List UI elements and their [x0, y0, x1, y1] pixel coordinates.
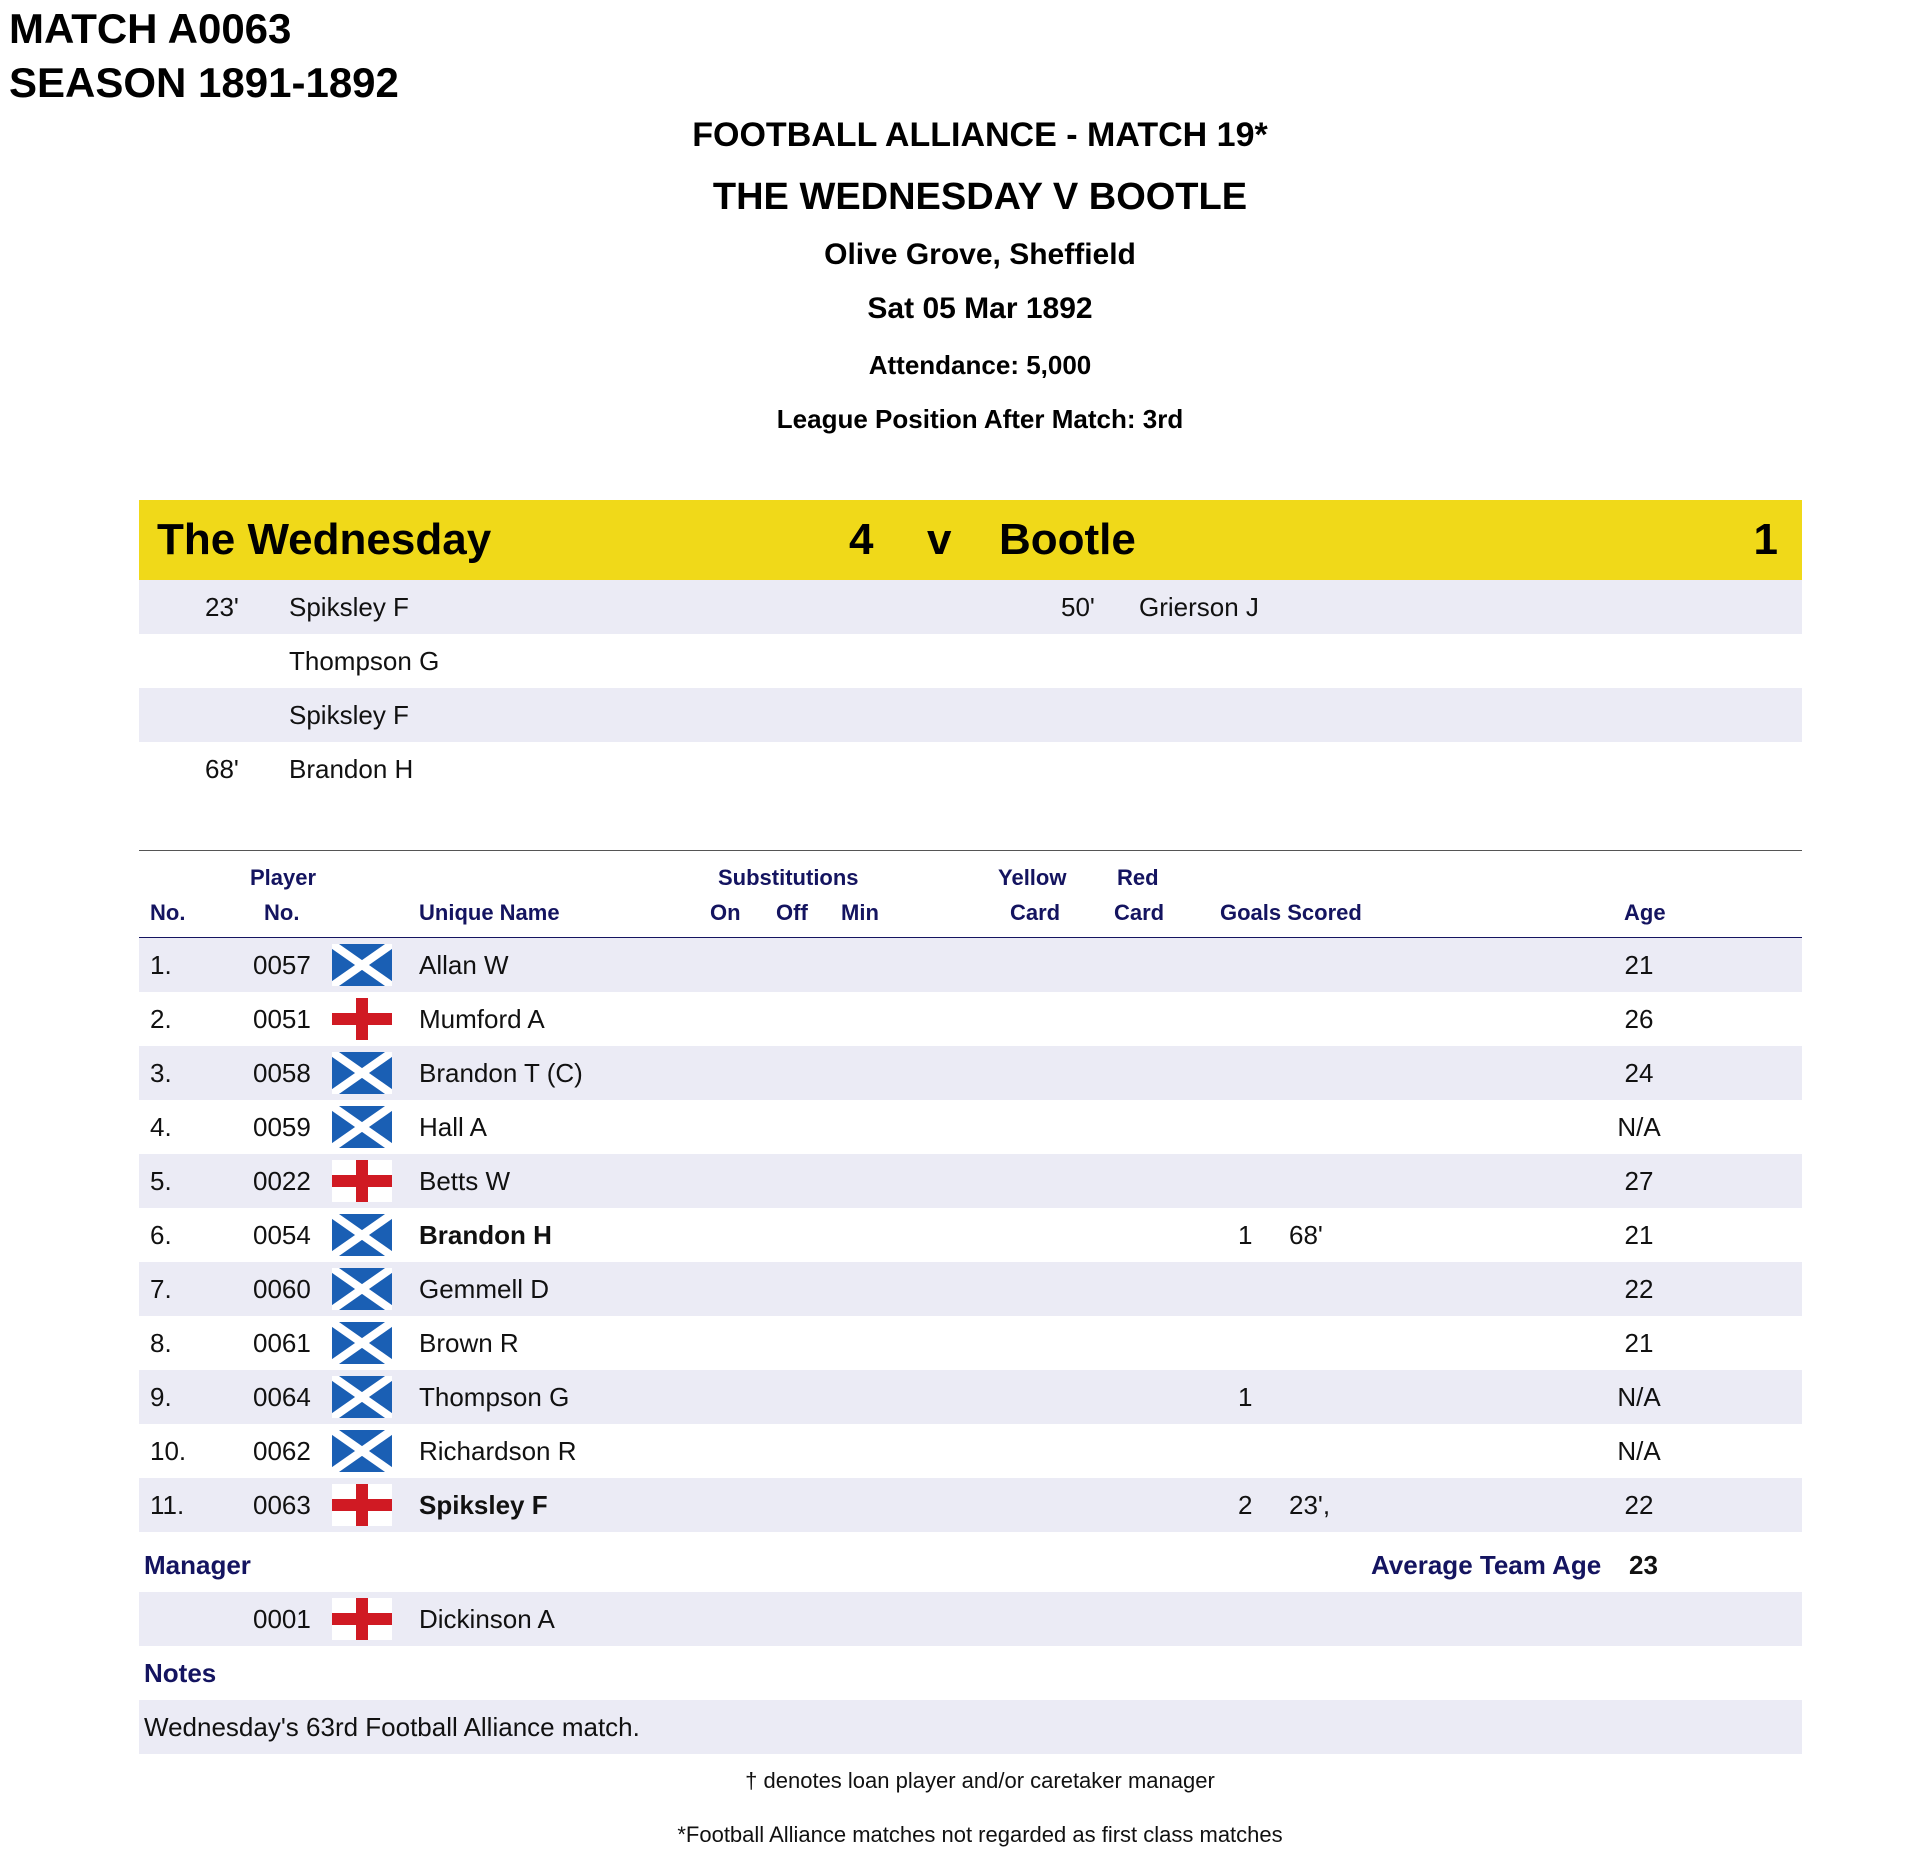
table-row — [139, 1154, 1802, 1208]
home-goals: 4 — [849, 515, 874, 564]
table-row — [139, 992, 1802, 1046]
scotland-flag-icon — [332, 1052, 392, 1094]
player-name: Brandon H — [419, 1220, 552, 1250]
player-age: N/A — [1617, 1382, 1661, 1412]
manager-player-no: 0001 — [253, 1604, 311, 1634]
season-label: SEASON 1891-1892 — [9, 59, 399, 106]
player-name: Hall A — [419, 1112, 487, 1142]
table-row — [139, 938, 1802, 992]
player-number: 1. — [150, 950, 172, 980]
player-number: 6. — [150, 1220, 172, 1250]
player-age: 22 — [1624, 1490, 1654, 1520]
player-id: 0022 — [253, 1166, 311, 1196]
header-age: Age — [1624, 900, 1666, 925]
scorer-row — [139, 688, 1802, 742]
player-number: 9. — [150, 1382, 172, 1412]
header-goals-scored: Goals Scored — [1220, 900, 1362, 925]
table-row — [139, 1208, 1802, 1262]
venue-label: Olive Grove, Sheffield — [824, 238, 1136, 271]
player-age: 22 — [1624, 1274, 1654, 1304]
table-row — [139, 1262, 1802, 1316]
header-yellow-line2: Card — [1010, 900, 1061, 925]
goals-count: 1 — [1238, 1382, 1253, 1412]
alliance-footnote: *Football Alliance matches not regarded as first class matches — [677, 1822, 1283, 1847]
scorer-minute: 68' — [205, 754, 239, 784]
player-age: 27 — [1624, 1166, 1654, 1196]
player-name: Mumford A — [419, 1004, 545, 1034]
notes-header-row — [139, 1646, 1802, 1700]
table-row — [139, 1316, 1802, 1370]
player-number: 8. — [150, 1328, 172, 1358]
competition-title: FOOTBALL ALLIANCE - MATCH 19* — [692, 116, 1268, 154]
header-red-line2: Card — [1114, 900, 1165, 925]
scotland-flag-icon — [332, 1268, 392, 1310]
player-number: 5. — [150, 1166, 172, 1196]
header-no: No. — [150, 900, 186, 925]
player-id: 0059 — [253, 1112, 311, 1142]
player-name: Thompson G — [419, 1382, 570, 1412]
goals-count: 2 — [1238, 1490, 1253, 1520]
player-age: N/A — [1617, 1436, 1661, 1466]
player-number: 4. — [150, 1112, 172, 1142]
date-label: Sat 05 Mar 1892 — [867, 292, 1093, 325]
player-number: 3. — [150, 1058, 172, 1088]
player-id: 0057 — [253, 950, 311, 980]
player-id: 0061 — [253, 1328, 311, 1358]
player-id: 0060 — [253, 1274, 311, 1304]
player-name: Spiksley F — [419, 1490, 548, 1520]
scotland-flag-icon — [332, 1376, 392, 1418]
player-name: Brown R — [419, 1328, 519, 1358]
fixture-title: THE WEDNESDAY V BOOTLE — [712, 176, 1248, 218]
home-team-name: The Wednesday — [157, 515, 492, 564]
table-row — [139, 1424, 1802, 1478]
table-row — [139, 1478, 1802, 1532]
away-team-name: Bootle — [999, 515, 1136, 564]
player-number: 10. — [150, 1436, 187, 1466]
player-age: 26 — [1624, 1004, 1654, 1034]
scotland-flag-icon — [332, 1214, 392, 1256]
england-flag-icon — [332, 1160, 392, 1202]
player-id: 0051 — [253, 1004, 311, 1034]
loan-footnote: † denotes loan player and/or caretaker manager — [745, 1768, 1215, 1793]
player-name: Allan W — [419, 950, 509, 980]
scotland-flag-icon — [332, 1322, 392, 1364]
header-red-line1: Red — [1117, 865, 1159, 890]
notes-text: Wednesday's 63rd Football Alliance match. — [144, 1712, 640, 1742]
header-sub-off: Off — [776, 900, 808, 925]
manager-label: Manager — [144, 1550, 251, 1580]
scotland-flag-icon — [332, 1106, 392, 1148]
england-flag-icon — [332, 1484, 392, 1526]
player-id: 0064 — [253, 1382, 311, 1412]
scotland-flag-icon — [332, 1430, 392, 1472]
average-team-age-label: Average Team Age — [1371, 1550, 1602, 1580]
scorer-name: Spiksley F — [289, 592, 409, 622]
player-name: Brandon T (C) — [419, 1058, 583, 1088]
scorer-name: Thompson G — [289, 646, 440, 676]
scorer-minute: 23' — [205, 592, 239, 622]
header-player-no-line2: No. — [264, 900, 300, 925]
player-number: 2. — [150, 1004, 172, 1034]
header-player-no-line1: Player — [250, 865, 317, 890]
player-number: 11. — [150, 1490, 185, 1520]
scorer-name: Spiksley F — [289, 700, 409, 730]
away-scorer-minute: 50' — [1061, 592, 1095, 622]
table-row — [139, 1100, 1802, 1154]
league-position-label: League Position After Match: 3rd — [776, 404, 1184, 434]
scorer-row — [139, 580, 1802, 634]
scotland-flag-icon — [332, 944, 392, 986]
scorer-row — [139, 634, 1802, 688]
goal-minutes: 23', — [1289, 1490, 1331, 1520]
manager-row — [139, 1592, 1802, 1646]
england-flag-icon — [332, 1598, 392, 1640]
away-scorer-name: Grierson J — [1139, 592, 1259, 622]
score-banner — [139, 500, 1802, 580]
table-row — [139, 1046, 1802, 1100]
header-sub-min: Min — [841, 900, 879, 925]
header-unique-name: Unique Name — [419, 900, 560, 925]
player-age: 24 — [1624, 1058, 1654, 1088]
player-age: 21 — [1624, 1328, 1654, 1358]
player-name: Gemmell D — [419, 1274, 550, 1304]
goals-count: 1 — [1238, 1220, 1253, 1250]
versus-label: v — [927, 515, 952, 564]
player-name: Betts W — [419, 1166, 511, 1196]
player-id: 0062 — [253, 1436, 311, 1466]
manager-name: Dickinson A — [419, 1604, 555, 1634]
player-number: 7. — [150, 1274, 172, 1304]
england-flag-icon — [332, 998, 392, 1040]
player-id: 0063 — [253, 1490, 311, 1520]
header-yellow-line1: Yellow — [998, 865, 1067, 890]
average-team-age-value: 23 — [1629, 1550, 1658, 1580]
table-top-rule — [139, 850, 1802, 851]
player-age: 21 — [1624, 950, 1654, 980]
manager-header-row — [139, 1538, 1802, 1592]
attendance-label: Attendance: 5,000 — [868, 350, 1092, 380]
notes-label: Notes — [144, 1658, 217, 1688]
table-row — [139, 1370, 1802, 1424]
header-substitutions: Substitutions — [718, 865, 859, 890]
goal-minutes: 68' — [1289, 1220, 1323, 1250]
notes-row — [139, 1700, 1802, 1754]
player-id: 0058 — [253, 1058, 311, 1088]
player-id: 0054 — [253, 1220, 311, 1250]
away-goals: 1 — [1753, 515, 1778, 564]
match-code: MATCH A0063 — [9, 5, 292, 52]
header-sub-on: On — [710, 900, 741, 925]
player-name: Richardson R — [419, 1436, 577, 1466]
scorer-name: Brandon H — [289, 754, 414, 784]
player-age: 21 — [1624, 1220, 1654, 1250]
player-age: N/A — [1617, 1112, 1661, 1142]
scorer-row — [139, 742, 1802, 796]
